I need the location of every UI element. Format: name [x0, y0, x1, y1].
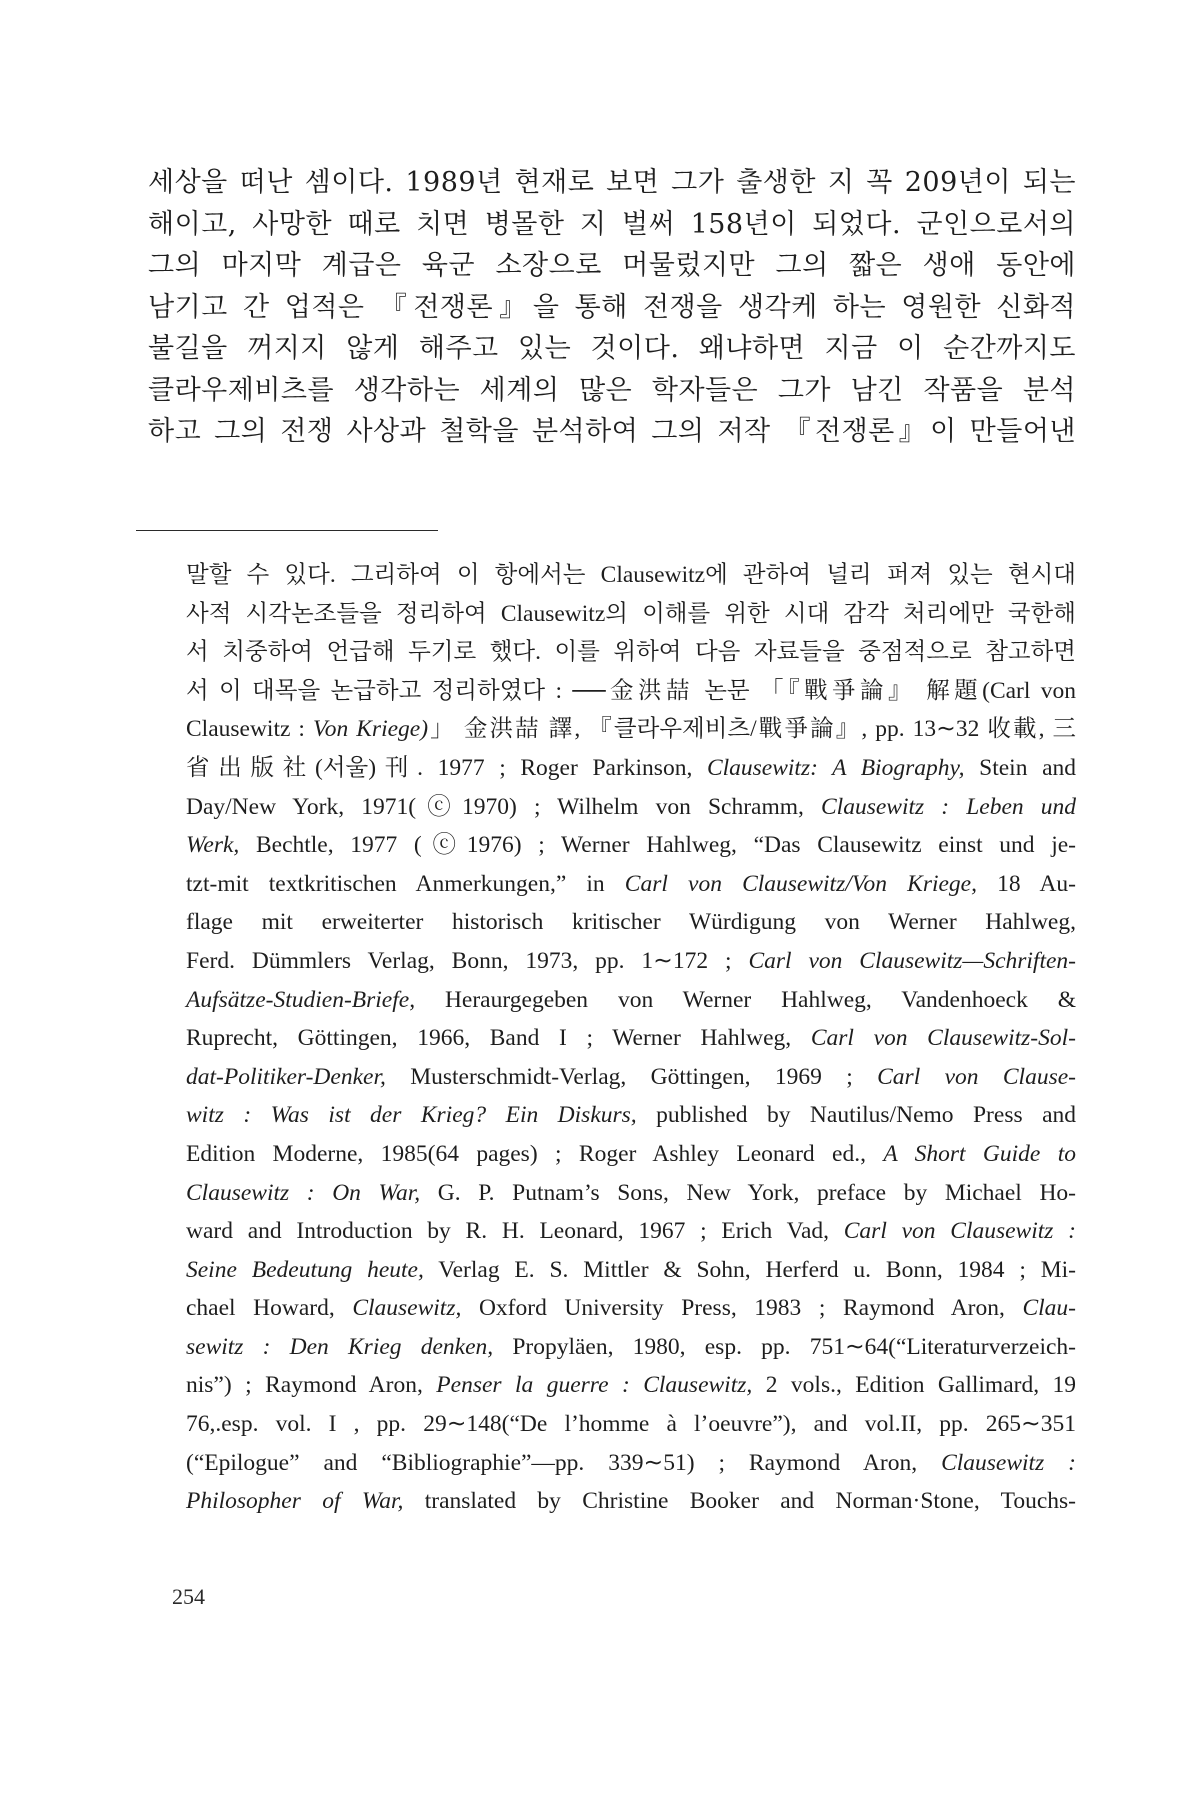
footnote-italic-title: sewitz : Den Krieg denken, [186, 1333, 494, 1360]
footnote-line [186, 1444, 1076, 1483]
footnote-italic-title: Carl von Clausewitz—Schriften- [748, 947, 1076, 974]
footnote-text: 서 치중하여 언급해 두기로 했다. 이를 위하여 다음 자료들을 중점적으로 참고하면 [186, 639, 1076, 666]
footnote-text: Clausewitz : [186, 716, 313, 743]
body-paragraph [148, 162, 1076, 453]
footnote-line [186, 1135, 1076, 1174]
footnote-line [186, 826, 1076, 865]
footnote-line [186, 1366, 1076, 1405]
footnote-text: Musterschmidt-Verlag, Göttingen, 1969 ; [385, 1063, 878, 1090]
footnote-line [186, 1174, 1076, 1213]
body-line: 하고 그의 전쟁 사상과 철학을 분석하여 그의 저작 『전쟁론』이 만들어낸 [148, 416, 1076, 447]
footnote-italic-title: Clausewitz : On War, [186, 1179, 421, 1206]
footnote-line [186, 633, 1076, 672]
footnote-line [186, 1096, 1076, 1135]
footnote-line [186, 1058, 1076, 1097]
body-line: 세상을 떠난 셈이다. 1989년 현재로 보면 그가 출생한 지 꼭 209년이 되는 [148, 167, 1076, 198]
footnote-text: 76,.esp. vol. I , pp. 29∼148(“De l’homme à l’oeuvre”), and vol.II, pp. 265∼351 [186, 1411, 1076, 1438]
footnote-italic-title: dat-Politiker-Denker, [186, 1063, 386, 1090]
footnote-line [186, 942, 1076, 981]
footnote-italic-title: Philosopher of War, [186, 1488, 404, 1515]
footnote-italic-title: A Short Guide to [883, 1140, 1076, 1167]
body-line: 남기고 간 업적은 『전쟁론』을 통해 전쟁을 생각케 하는 영원한 신화적 [148, 291, 1076, 323]
body-line: 그의 마지막 계급은 육군 소장으로 머물렀지만 그의 짧은 생애 동안에 [148, 250, 1076, 281]
footnote-italic-title: Carl von Clausewitz : [843, 1218, 1076, 1245]
footnote-line [186, 1212, 1076, 1251]
footnote-text: flage mit erweiterter historisch kritischer Würdigung von Werner Hahlweg, [186, 909, 1076, 936]
footnote [186, 556, 1076, 1521]
footnote-italic-title: witz : Was ist der Krieg? Ein Diskurs, [186, 1102, 637, 1129]
footnote-line [186, 1251, 1076, 1290]
footnote-text: Edition Moderne, 1985(64 pages) ; Roger Ashley Leonard ed., [186, 1140, 884, 1167]
footnote-text: Oxford University Press, 1983 ; Raymond Aron, [461, 1295, 1023, 1322]
footnote-text: 2 vols., Edition Gallimard, 19 [752, 1372, 1077, 1399]
footnote-text: published by Nautilus/Nemo Press and [636, 1102, 1076, 1129]
footnote-line [186, 1482, 1076, 1521]
page-number: 254 [172, 1584, 205, 1609]
footnote-italic-title: Carl von Clausewitz/Von Kriege, [624, 870, 977, 897]
footnote-line [186, 1289, 1076, 1328]
footnote-italic-title: Clausewitz : [941, 1449, 1077, 1476]
footnote-line [186, 749, 1076, 788]
body-line: 해이고, 사망한 때로 치면 병몰한 지 벌써 158년이 되었다. 군인으로서의 [148, 208, 1076, 240]
footnote-italic-title: Clau- [1022, 1295, 1076, 1322]
footnote-line [186, 1328, 1076, 1367]
footnote-text: ward and Introduction by R. H. Leonard, 1967 ; Erich Vad, [186, 1218, 844, 1245]
footnote-italic-title: Carl von Clausewitz-Sol- [810, 1025, 1076, 1052]
footnote-text: translated by Christine Booker and Norman·Stone, Touchs- [403, 1488, 1076, 1515]
body-line: 불길을 꺼지지 않게 해주고 있는 것이다. 왜냐하면 지금 이 순간까지도 [148, 333, 1076, 364]
footnote-line [186, 672, 1076, 711]
footnote-text: 省出版社(서울)刊. 1977 ; Roger Parkinson, [186, 754, 707, 781]
footnote-text: Heraurgegeben von Werner Hahlweg, Vandenhoeck & [415, 986, 1076, 1013]
footnote-text: Stein and [964, 754, 1076, 781]
footnote-line [186, 710, 1076, 749]
footnote-text: 서 이 대목을 논급하고 정리하였다 : ──金洪喆 논문 「『戰爭論』 解題(Carl von [186, 677, 1076, 704]
footnote-text: Ferd. Dümmlers Verlag, Bonn, 1973, pp. 1∼172 ; [186, 947, 749, 974]
footnote-text: Ruprecht, Göttingen, 1966, Band I ; Werner Hahlweg, [186, 1025, 811, 1052]
footnote-italic-title: Clausewitz: A Biography, [706, 754, 965, 781]
footnote-text: 사적 시각논조들을 정리하여 Clausewitz의 이해를 위한 시대 감각 처리에만 국한해 [186, 600, 1076, 627]
footnote-line [186, 556, 1076, 595]
footnote-text: Bechtle, 1977 (ⓒ1976) ; Werner Hahlweg, “Das Clausewitz einst und je- [239, 832, 1076, 859]
footnote-line [186, 865, 1076, 904]
footnote-text: Verlag E. S. Mittler & Sohn, Herferd u. Bonn, 1984 ; Mi- [423, 1256, 1076, 1283]
footnote-text: tzt-mit textkritischen Anmerkungen,” in [186, 870, 625, 897]
footnote-text: nis”) ; Raymond Aron, [186, 1372, 437, 1399]
footnote-text: G. P. Putnam’s Sons, New York, preface by Michael Ho- [420, 1179, 1076, 1206]
footnote-line [186, 903, 1076, 942]
footnote-line [186, 1405, 1076, 1444]
footnote-italic-title: Carl von Clause- [877, 1063, 1076, 1090]
footnote-italic-title: Von Kriege) [312, 716, 429, 743]
footnote-text: Day/New York, 1971(ⓒ1970) ; Wilhelm von Schramm, [186, 793, 821, 820]
footnote-italic-title: Clausewitz, [352, 1295, 462, 1322]
footnote-text: Propyläen, 1980, esp. pp. 751∼64(“Literaturverzeich- [493, 1333, 1076, 1360]
footnote-text: chael Howard, [186, 1295, 353, 1322]
footnote-text: 18 Au- [976, 870, 1076, 897]
footnote-text: 」 金洪喆 譯, 『클라우제비츠/戰爭論』, pp. 13∼32 收載, 三 [428, 716, 1076, 743]
footnote-text: (“Epilogue” and “Bibliographie”—pp. 339∼51) ; Raymond Aron, [186, 1449, 942, 1476]
footnote-line [186, 788, 1076, 827]
footnote-line [186, 1019, 1076, 1058]
footnote-italic-title: Penser la guerre : Clausewitz, [436, 1372, 753, 1399]
footnote-separator [136, 530, 438, 531]
footnote-line [186, 595, 1076, 634]
footnote-italic-title: Seine Bedeutung heute, [186, 1256, 424, 1283]
footnote-italic-title: Werk, [186, 832, 240, 859]
footnote-italic-title: Clausewitz : Leben und [821, 793, 1076, 820]
footnote-line [186, 981, 1076, 1020]
footnote-text: 말할 수 있다. 그리하여 이 항에서는 Clausewitz에 관하여 널리 퍼져 있는 현시대 [186, 562, 1076, 588]
footnote-italic-title: Aufsätze-Studien-Briefe, [186, 986, 416, 1013]
body-line: 클라우제비츠를 생각하는 세계의 많은 학자들은 그가 남긴 작품을 분석 [148, 374, 1076, 406]
